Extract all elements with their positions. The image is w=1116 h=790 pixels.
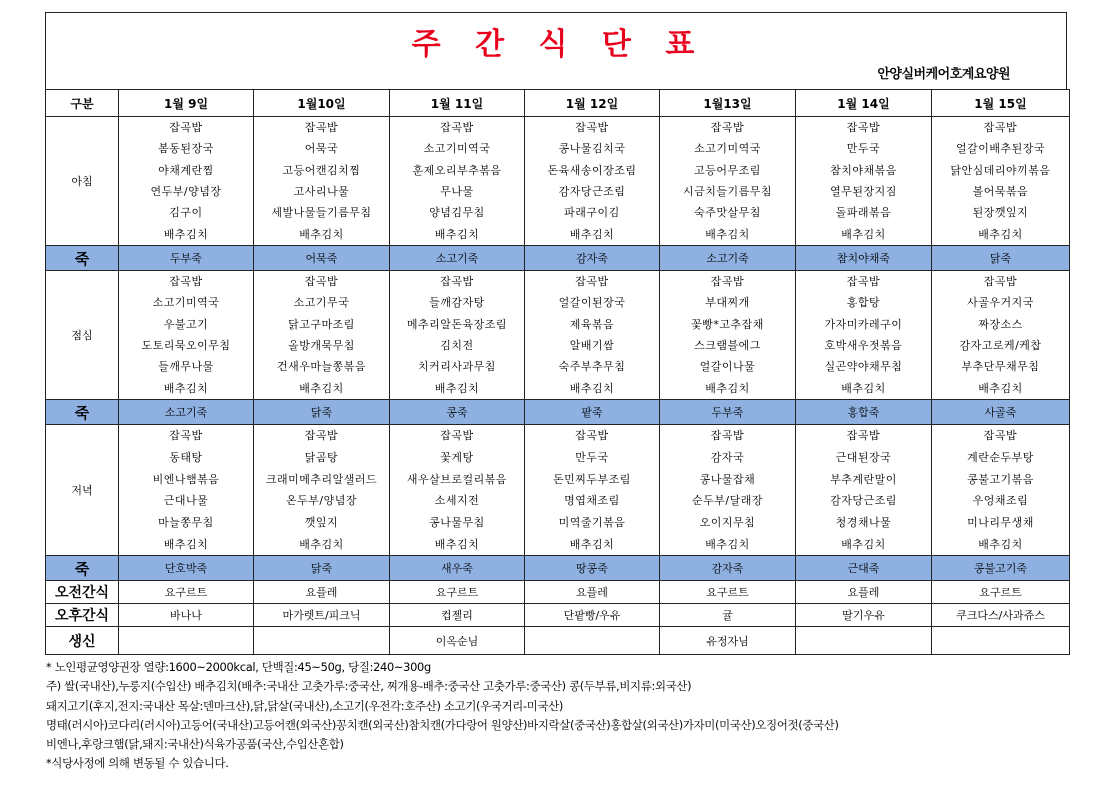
dish-item: 잡곡밥 (710, 429, 745, 443)
snack-pm-cell: 딸기우유 (796, 604, 932, 627)
dish-item: 돈민찌두부조림 (553, 472, 631, 486)
dish-item: 도토리묵오이무침 (141, 339, 231, 353)
note-line: * 노인평균영양권장 열량:1600~2000kcal, 단백질:45~50g, 당질:240~300g (46, 660, 431, 674)
porridge-row (46, 400, 1070, 425)
dish-item: 참치야채볶음 (830, 163, 897, 177)
dish-item: 잡곡밥 (983, 429, 1018, 443)
porridge-row (46, 556, 1070, 581)
date-header: 1월 9일 (119, 90, 254, 117)
porridge-cell: 근대죽 (796, 556, 932, 581)
dish-item: 부추단무채무침 (961, 360, 1040, 374)
dish-item: 배추김치 (299, 381, 344, 395)
notes-section (46, 658, 1096, 774)
dish-item: 잡곡밥 (169, 275, 203, 289)
breakfast-day-cell (119, 117, 254, 246)
dish-item: 돌파래볶음 (835, 206, 892, 220)
dish-item: 잡곡밥 (304, 121, 339, 135)
dish-item: 배추김치 (705, 381, 750, 395)
snack-pm-cell: 바나나 (119, 604, 254, 627)
date-header: 1월 12일 (525, 90, 660, 117)
dish-item: 감자당근조림 (830, 494, 897, 508)
birthday-cell: 유정자님 (660, 627, 796, 655)
note-line: *식당사정에 의해 변동될 수 있습니다. (46, 756, 229, 771)
dish-item: 치커리사과무침 (418, 360, 496, 374)
porridge-cell: 콩죽 (390, 400, 525, 425)
dish-item: 봄동된장국 (158, 142, 214, 156)
dinner-day-cell (796, 425, 932, 556)
porridge-cell: 어묵죽 (254, 246, 390, 271)
dish-item: 배추김치 (978, 227, 1023, 241)
dish-item: 가자미카레구이 (824, 317, 903, 331)
dish-item: 명엽채조림 (564, 494, 620, 508)
dish-item: 배추김치 (299, 227, 344, 241)
dish-item: 알배기쌈 (569, 339, 615, 353)
dish-item: 소세지전 (434, 494, 480, 508)
dish-item: 호박새우젓볶음 (824, 339, 903, 353)
breakfast-day-cell (254, 117, 390, 246)
dish-item: 배추김치 (841, 381, 886, 395)
porridge-cell: 단호박죽 (119, 556, 254, 581)
dish-item: 잡곡밥 (575, 121, 609, 135)
snack-am-cell: 요구르트 (390, 581, 525, 604)
dish-item: 꽃빵*고추잡채 (691, 317, 764, 331)
dish-item: 배추김치 (705, 537, 750, 551)
dish-item: 잡곡밥 (440, 121, 474, 135)
dish-item: 잡곡밥 (304, 275, 339, 289)
dish-item: 어묵국 (304, 142, 339, 156)
dish-item: 김구이 (169, 206, 203, 220)
dish-item: 시금치들기름무침 (682, 185, 772, 199)
dish-item: 잡곡밥 (304, 429, 339, 443)
dish-item: 소고기미역국 (423, 142, 491, 156)
dish-item: 짜장소스 (978, 317, 1023, 331)
dish-item: 야채계란찜 (158, 163, 214, 177)
dish-item: 동태탕 (169, 450, 203, 464)
porridge-cell: 새우죽 (390, 556, 525, 581)
category-header: 구분 (46, 90, 119, 117)
dinner-day-cell (390, 425, 525, 556)
dish-item: 잡곡밥 (575, 275, 609, 289)
dish-item: 열무된장지짐 (830, 185, 897, 199)
birthday-cell (932, 627, 1070, 655)
lunch-day-cell (525, 271, 660, 400)
dish-item: 미역줄기볶음 (558, 515, 626, 529)
dish-item: 배추김치 (434, 381, 480, 395)
dish-item: 깻잎지 (304, 515, 339, 529)
lunch-day-cell (254, 271, 390, 400)
lunch-day-cell (660, 271, 796, 400)
dish-item: 배추김치 (569, 227, 615, 241)
dish-item: 비엔나햄볶음 (152, 472, 220, 486)
breakfast-day-cell (796, 117, 932, 246)
dish-item: 올방개묵무침 (288, 339, 355, 353)
dish-item: 콩나물무침 (429, 515, 485, 529)
note-line: 명태(러시아)코다리(러시아)고등어(국내산)고등어캔(외국산)꽁치캔(외국산)참치캔(가다랑어 원양산)바지락살(중국산)홍합살(외국산)가자미(미국산)오징어젓(중국산) (46, 717, 839, 732)
breakfast-day-cell (390, 117, 525, 246)
menu-header (45, 12, 1067, 89)
birthday-cell: 이옥순님 (390, 627, 525, 655)
dish-item: 감자고로케/케찹 (959, 339, 1042, 353)
dish-item: 연두부/양념장 (150, 185, 222, 199)
afternoon-snack-row (46, 604, 1070, 627)
note-line: 비엔나,후랑크햄(닭,돼지:국내산)식육가공품(국산,수입산혼합) (46, 737, 344, 752)
breakfast-label: 아침 (46, 117, 119, 246)
dish-item: 잡곡밥 (169, 429, 203, 443)
birthday-cell (796, 627, 932, 655)
dish-item: 근대된장국 (835, 450, 892, 464)
weekly-menu-table (45, 89, 1070, 655)
dish-item: 홍합탕 (846, 296, 881, 310)
snack-pm-cell: 쿠크다스/사과쥬스 (932, 604, 1070, 627)
dish-item: 만두국 (846, 142, 881, 156)
date-header: 1월 15일 (932, 90, 1070, 117)
dish-item: 제육볶음 (569, 317, 615, 331)
dinner-day-cell (119, 425, 254, 556)
dish-item: 얼갈이배추된장국 (955, 142, 1045, 156)
dish-item: 소고기미역국 (694, 142, 761, 156)
dish-item: 배추김치 (569, 381, 615, 395)
dish-item: 잡곡밥 (846, 429, 881, 443)
breakfast-day-cell (660, 117, 796, 246)
dish-item: 얼갈이된장국 (558, 296, 626, 310)
dish-item: 미나리무생채 (967, 515, 1034, 529)
breakfast-day-cell (525, 117, 660, 246)
dish-item: 잡곡밥 (440, 275, 474, 289)
dish-item: 배추김치 (978, 537, 1023, 551)
dish-item: 숙주맛살무침 (694, 206, 761, 220)
dish-item: 감자국 (710, 450, 745, 464)
lunch-day-cell (119, 271, 254, 400)
dish-item: 잡곡밥 (440, 429, 474, 443)
birthday-cell (525, 627, 660, 655)
date-header: 1월 11일 (390, 90, 525, 117)
dish-item: 배추김치 (434, 537, 480, 551)
dish-item: 양념김무침 (429, 206, 485, 220)
dish-item: 잡곡밥 (169, 121, 203, 135)
lunch-row (46, 271, 1070, 400)
dish-item: 스크램블에그 (694, 339, 761, 353)
dish-item: 근대나물 (163, 494, 209, 508)
dish-item: 들깨무나물 (158, 360, 214, 374)
dish-item: 배추김치 (299, 537, 344, 551)
dish-item: 우엉채조림 (972, 494, 1029, 508)
dish-item: 배추김치 (705, 227, 750, 241)
dinner-day-cell (660, 425, 796, 556)
snack-pm-cell: 단팥빵/우유 (525, 604, 660, 627)
dish-item: 순두부/달래장 (692, 494, 763, 508)
dish-item: 배추김치 (163, 381, 209, 395)
porridge-cell: 감자죽 (525, 246, 660, 271)
dish-item: 잡곡밥 (983, 275, 1018, 289)
snack-am-cell: 요구르트 (660, 581, 796, 604)
dish-item: 닭곰탕 (304, 450, 339, 464)
breakfast-day-cell (932, 117, 1070, 246)
porridge-cell: 두부죽 (660, 400, 796, 425)
dish-item: 숙주부추무침 (558, 360, 626, 374)
dish-item: 김치전 (440, 339, 474, 353)
birthday-cell (254, 627, 390, 655)
dish-item: 볼어묵볶음 (972, 185, 1029, 199)
dish-item: 만두국 (575, 450, 609, 464)
dish-item: 무나물 (440, 185, 474, 199)
dish-item: 배추김치 (978, 381, 1023, 395)
porridge-label: 죽 (46, 246, 119, 271)
dinner-row (46, 425, 1070, 556)
dinner-label: 저녁 (46, 425, 119, 556)
dish-item: 새우살브로컬리볶음 (406, 472, 508, 486)
dish-item: 꽃게탕 (440, 450, 474, 464)
dish-item: 훈제오리부추볶음 (412, 163, 502, 177)
dish-item: 배추김치 (841, 227, 886, 241)
lunch-day-cell (932, 271, 1070, 400)
dish-item: 배추김치 (434, 227, 480, 241)
dish-item: 고등어캔김치찜 (282, 163, 361, 177)
lunch-day-cell (390, 271, 525, 400)
dish-item: 배추김치 (569, 537, 615, 551)
dish-item: 소고기무국 (293, 296, 350, 310)
morning-snack-row (46, 581, 1070, 604)
porridge-cell: 닭죽 (254, 556, 390, 581)
snack-am-cell: 요플레 (254, 581, 390, 604)
birthday-label: 생신 (46, 627, 119, 655)
dish-item: 잡곡밥 (983, 121, 1018, 135)
dish-item: 소고기미역국 (152, 296, 220, 310)
snack-am-cell: 요구르트 (932, 581, 1070, 604)
dish-item: 파래구이김 (564, 206, 620, 220)
dinner-day-cell (254, 425, 390, 556)
snack-am-cell: 요플레 (525, 581, 660, 604)
porridge-label: 죽 (46, 400, 119, 425)
dish-item: 콩나물김치국 (558, 142, 626, 156)
dish-item: 잡곡밥 (846, 275, 881, 289)
dish-item: 잡곡밥 (710, 121, 745, 135)
dish-item: 온두부/양념장 (286, 494, 357, 508)
dinner-day-cell (525, 425, 660, 556)
dish-item: 된장깻잎지 (972, 206, 1029, 220)
birthday-cell (119, 627, 254, 655)
page-title: 주 간 식 단 표 (411, 27, 701, 62)
organization-name: 안양실버케어호계요양원 (877, 67, 1010, 82)
porridge-cell: 닭죽 (932, 246, 1070, 271)
porridge-cell: 소고기죽 (660, 246, 796, 271)
breakfast-row (46, 117, 1070, 246)
dish-item: 고등어무조림 (694, 163, 761, 177)
porridge-row (46, 246, 1070, 271)
dish-item: 배추김치 (163, 227, 209, 241)
dish-item: 건새우마늘쫑볶음 (276, 360, 366, 374)
note-line: 돼지고기(후지,전지:국내산 목살:덴마크산),닭,닭살(국내산),소고기(우전각:호주산) 소고기(우국거리-미국산) (46, 698, 564, 713)
dish-item: 오이지무침 (699, 515, 756, 529)
dish-item: 청경채나물 (835, 515, 892, 529)
dish-item: 실곤약야채무침 (824, 360, 903, 374)
date-header: 1월10일 (254, 90, 390, 117)
porridge-cell: 소고기죽 (390, 246, 525, 271)
dish-item: 부추계란말이 (830, 472, 897, 486)
porridge-cell: 홍합죽 (796, 400, 932, 425)
dish-item: 닭고구마조림 (288, 317, 355, 331)
porridge-cell: 두부죽 (119, 246, 254, 271)
dish-item: 들깨감자탕 (429, 296, 485, 310)
dish-item: 메추리알돈육장조림 (406, 317, 508, 331)
porridge-cell: 사골죽 (932, 400, 1070, 425)
note-line: 주) 쌀(국내산),누룽지(수입산) 배추김치(배추:국내산 고춧가루:중국산, 찌개용-배추:중국산 고춧가루:중국산) 콩(두부류,비지류:외국산) (46, 679, 692, 694)
dish-item: 콩불고기볶음 (967, 472, 1034, 486)
dinner-day-cell (932, 425, 1070, 556)
dish-item: 배추김치 (163, 537, 209, 551)
dish-item: 고사리나물 (293, 185, 350, 199)
dish-item: 콩나물잡채 (699, 472, 756, 486)
dish-item: 돈육새송이장조림 (547, 163, 637, 177)
dish-item: 잡곡밥 (575, 429, 609, 443)
date-header-row (46, 90, 1070, 117)
date-header: 1월13일 (660, 90, 796, 117)
snack-pm-cell: 컵젤리 (390, 604, 525, 627)
morning-snack-label: 오전간식 (46, 581, 119, 604)
porridge-cell: 팥죽 (525, 400, 660, 425)
porridge-cell: 감자죽 (660, 556, 796, 581)
dish-item: 잡곡밥 (710, 275, 745, 289)
porridge-cell: 참치야채죽 (796, 246, 932, 271)
snack-pm-cell: 귤 (660, 604, 796, 627)
snack-am-cell: 요구르트 (119, 581, 254, 604)
dish-item: 사골우거지국 (967, 296, 1034, 310)
dish-item: 닭안심데리야끼볶음 (950, 163, 1051, 177)
snack-am-cell: 요플레 (796, 581, 932, 604)
afternoon-snack-label: 오후간식 (46, 604, 119, 627)
lunch-day-cell (796, 271, 932, 400)
dish-item: 부대찌개 (705, 296, 750, 310)
birthday-row (46, 627, 1070, 655)
dish-item: 감자당근조림 (558, 185, 626, 199)
date-header: 1월 14일 (796, 90, 932, 117)
dish-item: 계란순두부탕 (967, 450, 1034, 464)
porridge-cell: 콩불고기죽 (932, 556, 1070, 581)
snack-pm-cell: 마가렛트/피크닉 (254, 604, 390, 627)
dish-item: 배추김치 (841, 537, 886, 551)
dish-item: 잡곡밥 (846, 121, 881, 135)
dish-item: 우불고기 (163, 317, 209, 331)
porridge-cell: 땅콩죽 (525, 556, 660, 581)
porridge-cell: 소고기죽 (119, 400, 254, 425)
dish-item: 마늘쫑무침 (158, 515, 214, 529)
porridge-cell: 닭죽 (254, 400, 390, 425)
dish-item: 얼갈이나물 (699, 360, 756, 374)
dish-item: 세발나물들기름무침 (271, 206, 372, 220)
porridge-label: 죽 (46, 556, 119, 581)
dish-item: 크래미메추리알샐러드 (265, 472, 378, 486)
lunch-label: 점심 (46, 271, 119, 400)
